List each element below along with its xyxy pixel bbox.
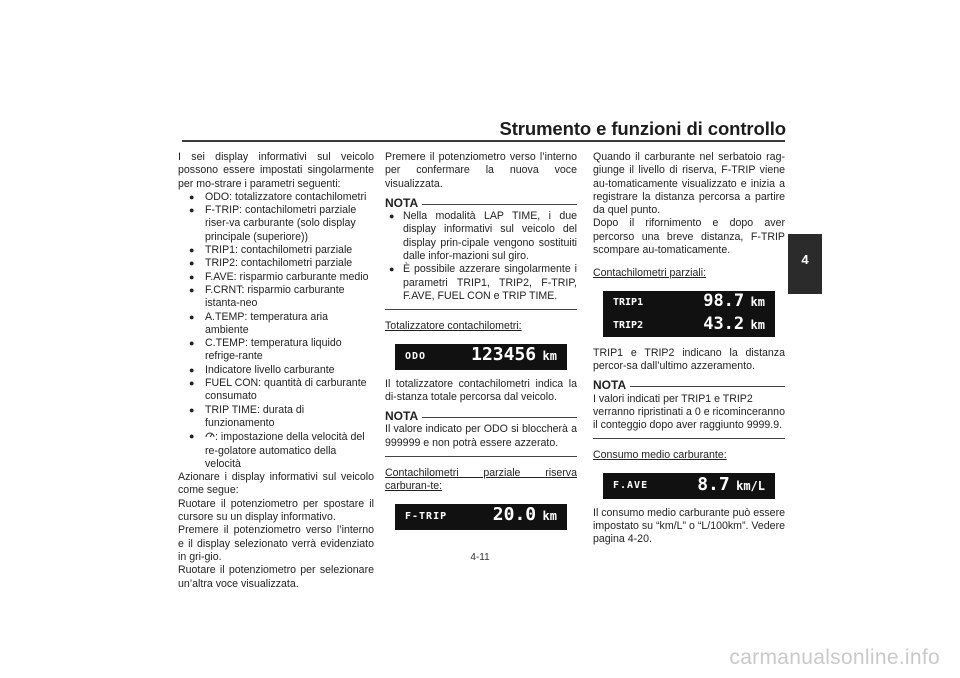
fave-display	[603, 473, 775, 499]
list-item: ● FUEL CON: quantità di carburante consumato	[189, 377, 367, 403]
bullet-icon: ●	[189, 311, 195, 322]
nota-header	[385, 410, 577, 423]
outro-line: Premere il potenziometro verso l’interno e il display selezionato verrà evidenziato in gri-gio.	[178, 524, 374, 563]
column-2	[385, 151, 577, 538]
watermark: carmanualsonline.info	[729, 646, 940, 669]
nota-label: NOTA	[385, 195, 419, 210]
section-heading: Consumo medio carburante:	[593, 449, 727, 462]
display-label: F.AVE	[613, 480, 649, 492]
list-item: ● C.TEMP: temperatura liquido refrige-rante	[189, 337, 342, 363]
nota-text: I valori indicati per TRIP1 e TRIP2 verranno ripristinati a 0 e ricominceranno il conteggio dopo aver raggiunto 9999.9.	[593, 392, 785, 432]
display-value: 98.7	[703, 290, 745, 311]
display-label: TRIP2	[613, 319, 644, 331]
list-item: ● F.CRNT: risparmio carburante istanta-neo	[189, 283, 345, 310]
parameter-list	[178, 191, 374, 471]
page-number: 4-11	[470, 552, 490, 563]
intro-paragraph: I sei display informativi sul veicolo possono essere impostati singolarmente per mo-strare i parametri seguenti:	[178, 151, 374, 190]
chapter-number: 4	[801, 252, 809, 267]
section-heading: Contachilometri parziale riserva carburan-te:	[385, 467, 577, 493]
display-label: TRIP1	[613, 296, 644, 308]
display-label: ODO	[405, 350, 427, 362]
bullet-icon: ●	[189, 245, 195, 256]
list-item: ● TRIP TIME: durata di funzionamento	[189, 403, 305, 429]
trip-row	[613, 291, 765, 314]
trip-display	[603, 291, 775, 337]
chapter-tab	[788, 234, 822, 294]
outro-line: Ruotare il potenziometro per selezionare un’altra voce visualizzata.	[178, 564, 374, 590]
nota-label: NOTA	[593, 378, 627, 393]
section-heading: Totalizzatore contachilometri:	[385, 320, 522, 333]
bullet-icon: ●	[389, 264, 395, 275]
bullet-icon: ●	[189, 284, 195, 295]
display-unit: km	[750, 294, 765, 309]
bullet-icon: ●	[189, 271, 195, 282]
outro-line: Azionare i display informativi sul veicolo come segue:	[178, 471, 374, 497]
bullet-icon: ●	[189, 364, 195, 375]
nota-list	[385, 210, 577, 303]
nota-text: Il valore indicato per ODO si bloccherà a 999999 e non potrà essere azzerato.	[385, 423, 577, 449]
list-item: ● TRIP1: contachilometri parziale	[189, 244, 353, 257]
body-text: TRIP1 e TRIP2 indicano la distanza percor-sa dall’ultimo azzeramento.	[593, 346, 785, 372]
bullet-icon: ●	[189, 431, 195, 442]
list-item: ● ODO: totalizzatore contachilometri	[189, 190, 367, 203]
ftrip-display	[395, 504, 567, 530]
list-item: ● : impostazione della velocità del re-golatore automatico della velocità	[189, 431, 365, 470]
bullet-icon: ●	[189, 378, 195, 389]
cruise-control-icon	[205, 430, 215, 444]
list-item: ● Nella modalità LAP TIME, i due display informativi sul veicolo del display prin-cipale vengono sostituiti dalle infor-mazioni sul giro.	[389, 210, 577, 263]
outro-line: Ruotare il potenziometro per spostare il cursore su un display informativo.	[178, 497, 374, 524]
nota-end-rule	[385, 456, 577, 457]
list-item: ● F-TRIP: contachilometri parziale riser-va carburante (solo display principale (superiore))	[189, 204, 357, 243]
bullet-icon: ●	[189, 205, 195, 216]
column-1	[178, 151, 374, 591]
bullet-icon: ●	[189, 338, 195, 349]
display-unit: km	[750, 317, 765, 332]
bullet-icon: ●	[189, 258, 195, 269]
trip-row	[613, 314, 765, 337]
body-text: Il totalizzatore contachilometri indica la di-stanza totale percorsa dal veicolo.	[385, 377, 577, 403]
display-unit: km	[542, 349, 557, 364]
display-value: 8.7	[697, 473, 730, 495]
nota-header	[593, 379, 785, 392]
nota-end-rule	[593, 438, 785, 439]
section-heading: Contachilometri parziali:	[593, 267, 707, 280]
list-item: ● A.TEMP: temperatura aria ambiente	[189, 310, 329, 336]
display-value: 123456	[471, 344, 537, 366]
list-item: ● È possibile azzerare singolarmente i parametri TRIP1, TRIP2, F-TRIP, F.AVE, FUEL CON e TRIP TIME.	[389, 263, 577, 302]
bullet-icon: ●	[389, 211, 395, 222]
display-unit: km	[542, 509, 557, 524]
nota-label: NOTA	[385, 409, 419, 424]
bullet-icon: ●	[189, 191, 195, 202]
display-unit: km/L	[736, 478, 765, 493]
list-item: ● F.AVE: risparmio carburante medio	[189, 270, 369, 283]
body-text: Il consumo medio carburante può essere impostato su “km/L” o “L/100km”. Vedere pagina 4-20.	[593, 506, 785, 546]
nota-end-rule	[385, 309, 577, 310]
title-rule	[182, 140, 785, 142]
list-item: ● TRIP2: contachilometri parziale	[189, 257, 353, 270]
page-title: Strumento e funzioni di controllo	[499, 118, 786, 139]
body-text: Quando il carburante nel serbatoio rag-giunge il livello di riserva, F-TRIP viene au-tomaticamente visualizzato e inizia a registrare la distanza percorsa a partire da quel punto.	[593, 151, 785, 217]
display-value: 20.0	[492, 504, 537, 526]
column-3	[593, 151, 785, 547]
bullet-icon: ●	[189, 404, 195, 415]
display-value: 43.2	[703, 313, 745, 334]
display-label: F-TRIP	[405, 510, 448, 522]
list-item: ● Indicatore livello carburante	[189, 363, 335, 376]
nota-header	[385, 197, 577, 210]
odo-display	[395, 344, 567, 370]
intro-paragraph: Premere il potenziometro verso l’interno per confermare la nuova voce visualizzata.	[385, 151, 577, 190]
body-text: Dopo il rifornimento e dopo aver percorso una breve distanza, F-TRIP scompare au-tomaticamente.	[593, 217, 785, 257]
